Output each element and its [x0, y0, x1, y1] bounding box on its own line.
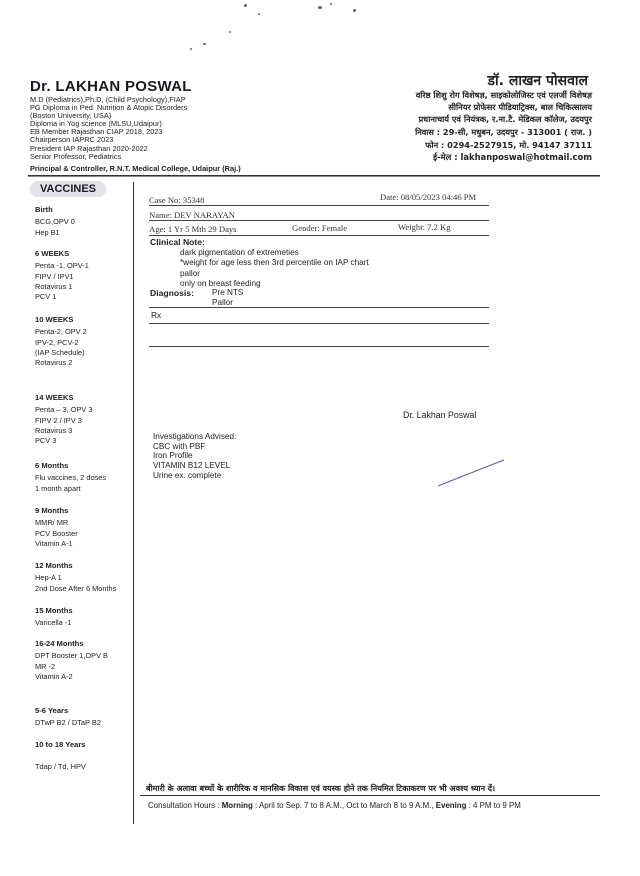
evening-label: Evening [435, 801, 467, 810]
doctor-signature: Dr. Lakhan Poswal [403, 410, 477, 420]
investigation-item: Iron Profile [153, 451, 193, 461]
case-line [149, 205, 489, 206]
vaccine-item: Hep-A 1 [35, 573, 62, 583]
hindi-address: निवास : 29-सी, मधुबन, उदयपुर - 313001 ( राज. ) [415, 127, 592, 137]
vaccine-item: Penta -1, OPV-1 [35, 261, 89, 271]
age-line [149, 235, 489, 236]
clinical-note-item: *weight for age less then 3rd percentile on IAP chart [180, 258, 369, 268]
vaccine-item: FIPV / IPV1 [35, 271, 74, 281]
investigations [153, 432, 236, 481]
vaccine-item: Penta-2, OPV 2 [35, 327, 87, 337]
sidebar-divider [133, 182, 134, 824]
header-divider-shadow [28, 176, 600, 177]
doctor-credentials [30, 96, 187, 161]
credential-line: M.D (Pediatrics),Ph.D, (Child Psychology),FIAP [30, 95, 186, 104]
vaccine-group-15-months [35, 606, 73, 629]
vaccine-item: (IAP Schedule) [35, 347, 85, 357]
principal-title: Principal & Controller, R.N.T. Medical College, Udaipur (Raj.) [30, 164, 241, 173]
vaccine-item: BCG,OPV 0 [35, 217, 75, 227]
vaccine-group-heading: 10 WEEKS [35, 315, 74, 324]
vaccine-group-10-18-years [35, 740, 86, 752]
vaccine-group-heading: 12 Months [35, 561, 73, 570]
hindi-designation: सीनियर प्रोफेसर पीडियाट्रिक्स, बाल चिकित्सालय [448, 102, 592, 112]
vaccine-item: PCV Booster [35, 528, 78, 538]
pen-stroke-mark [430, 452, 510, 492]
vaccine-group-6-weeks [35, 249, 89, 302]
vaccine-item: MMR/ MR [35, 518, 69, 528]
diagnosis-line [149, 307, 489, 308]
vaccine-item: PCV 3 [35, 436, 57, 446]
vaccine-group-adolescent [35, 762, 86, 772]
vaccine-item: Tdap / Td, HPV [35, 762, 86, 771]
doctor-name: Dr. LAKHAN POSWAL [30, 78, 192, 95]
vaccine-group-heading: 6 Months [35, 461, 69, 470]
credential-line: President IAP Rajasthan 2020-2022 [30, 143, 148, 153]
vaccine-group-heading: 10 to 18 Years [35, 740, 86, 749]
consultation-hours [148, 801, 521, 810]
vaccine-item: 1 month apart [35, 483, 81, 493]
footer-hindi-note: बीमारी के अलावा बच्चों के शारीरिक व मानसिक विकास एवं वयस्क होने तक नियमित टिकाकरण पर भी अवश्य ध्यान दें। [146, 784, 496, 793]
clinical-notes [180, 248, 369, 289]
vaccine-item: Vitamin A-1 [35, 538, 73, 548]
case-number: Case No: 35348 [149, 195, 205, 205]
evening-hours: : 4 PM to 9 PM [468, 801, 521, 810]
vaccine-item: Flu vaccines, 2 doses [35, 473, 107, 483]
diagnosis-item: Pallor [212, 298, 233, 307]
vaccine-group-heading: 14 WEEKS [35, 393, 74, 402]
visit-date: Date: 08/05/2023 04:46 PM [380, 192, 477, 202]
credential-line: EB Member Rajasthan CIAP 2018, 2023 [30, 127, 163, 137]
vaccine-item: Vitamin A-2 [35, 671, 73, 681]
vaccine-group-birth [35, 205, 75, 238]
hindi-phone: फोन : 0294-2527915, मो. 94147 37111 [425, 140, 592, 150]
vaccine-item: Rotavirus 2 [35, 358, 73, 368]
clinical-note-item: pallor [180, 268, 201, 278]
credential-line: Diploma in Yog science (MLSU,Udaipur) [30, 119, 162, 129]
hindi-principal: प्रधानाचार्य एवं नियंत्रक, र.ना.टै. मेडिकल कॉलेज, उदयपुर [418, 114, 592, 124]
vaccine-group-heading: 9 Months [35, 506, 69, 515]
patient-name: Name: DEV NARAYAN [149, 210, 235, 220]
diagnosis-values [212, 288, 243, 308]
diagnosis-label: Diagnosis: [150, 288, 194, 298]
clinical-note-item: only on breast feeding [180, 278, 261, 288]
rx-end-line [149, 346, 489, 347]
vaccine-group-10-weeks [35, 315, 87, 368]
morning-hours: : April to Sep. 7 to 8 A.M., Oct to March 8 to 9 A.M., [255, 801, 434, 810]
vaccine-item: IPV-2, PCV-2 [35, 337, 79, 347]
hours-label: Consultation Hours : [148, 801, 220, 810]
vaccine-group-6-months [35, 461, 106, 494]
vaccine-item: Rotavirus 3 [35, 425, 73, 435]
hindi-email: ई-मेल : lakhanposwal@hotmail.com [433, 152, 592, 162]
vaccine-item: Penta – 3, OPV 3 [35, 405, 93, 415]
clinical-note-label: Clinical Note: [150, 237, 205, 247]
vaccine-group-9-months [35, 506, 78, 549]
vaccine-group-heading: 16-24 Months [35, 639, 84, 648]
rx-line [149, 323, 489, 324]
patient-weight: Weight: 7.2 Kg [398, 222, 451, 232]
vaccine-group-heading: 6 WEEKS [35, 249, 70, 258]
clinical-note-item: dark pigmentation of extremeties [180, 248, 299, 257]
vaccine-item: DPT Booster 1,OPV B [35, 651, 108, 661]
investigation-item: VITAMIN B12 LEVEL [153, 461, 231, 471]
patient-age: Age: 1 Yr 5 Mth 29 Days [149, 224, 237, 234]
investigation-item: CBC with PBF [153, 441, 206, 451]
vaccine-item: Rotavirus 1 [35, 281, 73, 291]
vaccine-group-heading: 5-6 Years [35, 706, 69, 715]
footer-divider [140, 795, 600, 796]
credential-line: Senior Professor, Pediatrics [30, 151, 122, 161]
vaccine-item: FIPV 2 / IPV 3 [35, 415, 82, 425]
hindi-doctor-name: डॉ. लाखन पोसवाल [487, 73, 588, 89]
investigation-item: Urine ex. complete [153, 470, 222, 480]
vaccine-item: Varicella -1 [35, 618, 72, 628]
vaccine-group-heading: Birth [35, 205, 53, 214]
vaccine-group-14-weeks [35, 393, 93, 446]
hindi-specialty: वरिष्ठ शिशु रोग विशेषज्ञ, साइकोलोजिस्ट एवं एलर्जी विशेषज्ञ [415, 90, 592, 100]
investigations-label: Investigations Advised: [153, 432, 237, 441]
vaccine-group-heading: 15 Months [35, 606, 73, 615]
morning-label: Morning [221, 801, 253, 810]
vaccine-item: MR -2 [35, 661, 56, 671]
credential-line: Chairperson IAPRC 2023 [30, 135, 114, 145]
vaccines-title: VACCINES [30, 181, 106, 197]
vaccine-item: DTwP B2 / DTaP B2 [35, 718, 101, 728]
patient-gender: Gender: Female [292, 223, 348, 233]
vaccine-group-5-6-years [35, 706, 101, 729]
credential-line: (Boston University, USA) [30, 111, 112, 121]
vaccine-item: 2nd Dose After 6 Months [35, 583, 117, 593]
vaccine-group-12-months [35, 561, 116, 594]
vaccine-item: PCV 1 [35, 292, 57, 302]
rx-symbol: Rx [151, 310, 162, 320]
name-line [149, 220, 489, 221]
diagnosis-item: Pre NTS [212, 288, 244, 297]
vaccine-item: Hep B1 [35, 227, 60, 237]
vaccine-group-16-24-months [35, 639, 108, 682]
credential-line: PG Diploma in Ped. Nutrition & Atopic Disorders [30, 103, 188, 113]
